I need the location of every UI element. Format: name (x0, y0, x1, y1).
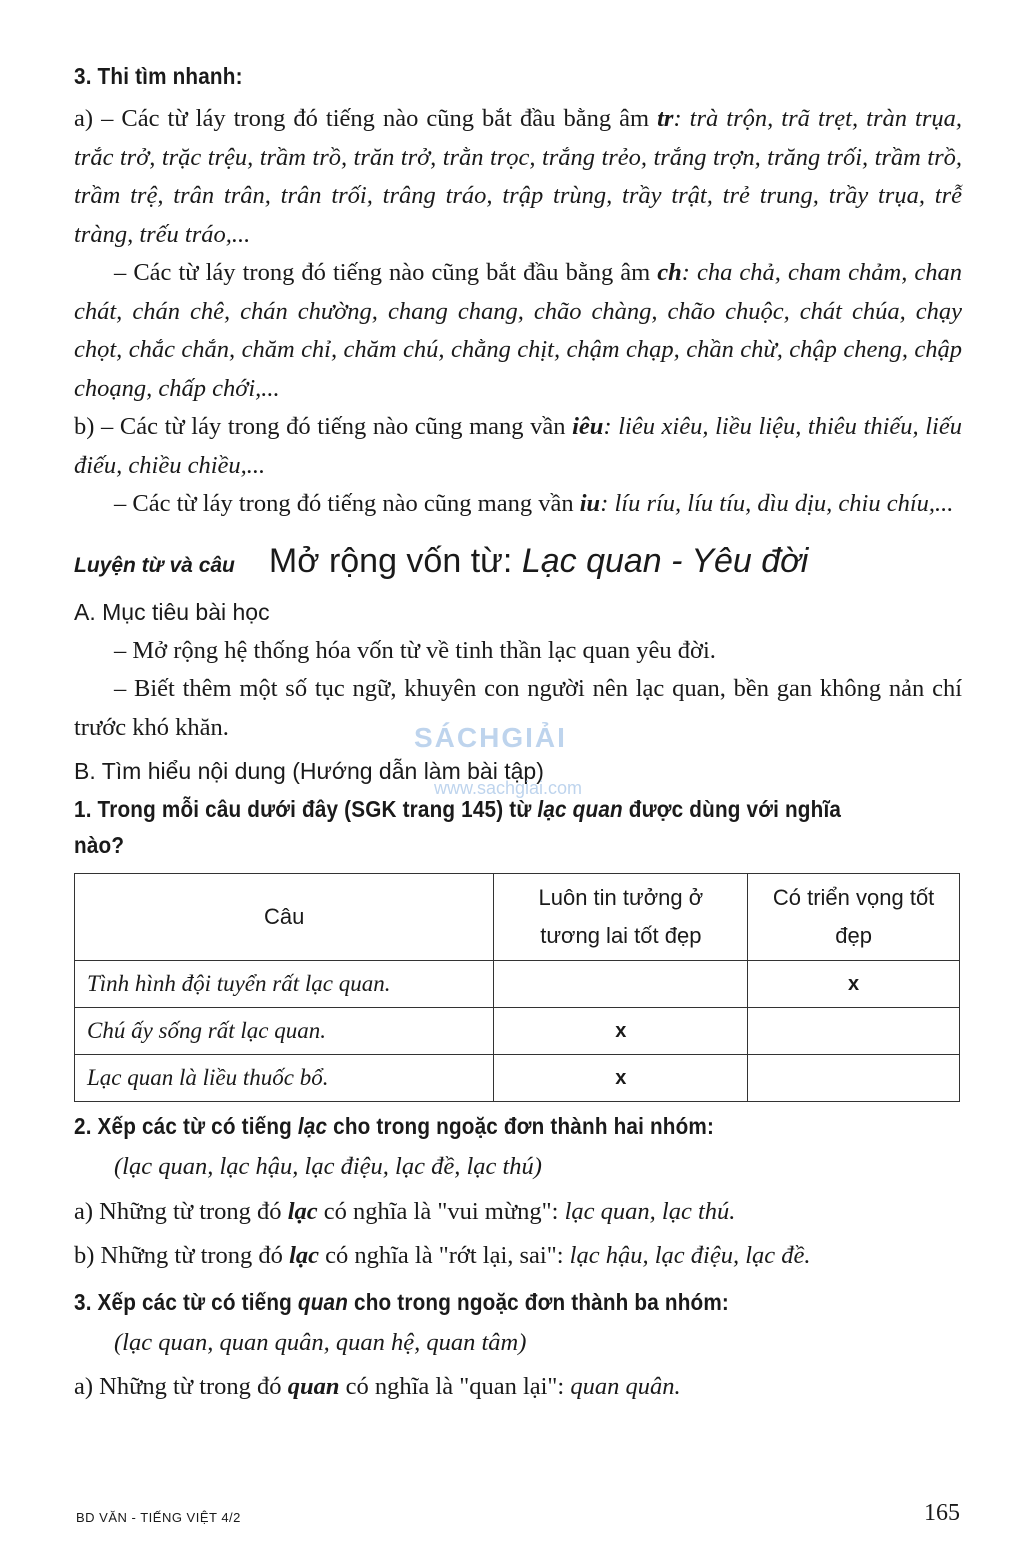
table-row (75, 961, 960, 1008)
heading-keyword: lạc (297, 1113, 328, 1139)
question-3-heading (74, 1284, 873, 1320)
goal-item: – Biết thêm một số tục ngữ, khuyên con người nên lạc quan, bền gan không nản chí trước khó khăn. (74, 675, 962, 741)
answer-text: có nghĩa là "vui mừng": (317, 1197, 565, 1225)
table-cell-mark (494, 961, 748, 1008)
word-list: : líu ríu, líu tíu, dìu dịu, chiu chíu,... (600, 490, 954, 517)
word-list-parenthetical: (lạc quan, lạc hậu, lạc điệu, lạc đề, lạc thú) (114, 1153, 542, 1180)
word-list: : liêu xiêu, liều liệu, thiêu thiếu, liếu điếu, chiều chiều,... (74, 413, 962, 479)
word-list: quan quân. (570, 1373, 681, 1400)
word-list: lạc quan, lạc thú. (564, 1197, 736, 1225)
paragraph-text: a) – Các từ láy trong đó tiếng nào cũng bắt đầu bằng âm (74, 105, 658, 132)
keyword: tr (657, 105, 674, 132)
keyword: ch (657, 259, 682, 286)
lesson-title-text (269, 542, 808, 581)
answer-text: a) Những từ trong đó (74, 1373, 288, 1400)
paragraph-b-iu (74, 485, 962, 524)
table-cell-mark (748, 1055, 960, 1102)
paragraph-a-tr (74, 100, 962, 254)
title-topic: Lạc quan - Yêu đời (521, 541, 809, 580)
answer-a (74, 1193, 962, 1232)
goal-item: – Mở rộng hệ thống hóa vốn từ về tinh thần lạc quan yêu đời. (114, 636, 716, 664)
keyword: quan (287, 1373, 340, 1400)
answer-text: có nghĩa là "rớt lại, sai": (319, 1242, 570, 1269)
answer-a (74, 1368, 962, 1407)
footer-book-title: BD VĂN - TIẾNG VIỆT 4/2 (76, 1510, 241, 1525)
paragraph-b-ieu (74, 408, 962, 485)
title-prefix: Mở rộng vốn từ: (268, 541, 522, 580)
word-list: : cha chả, cham chảm, chan chát, chán chê, chán chường, chang chang, chão chàng, chão chuộc, chát chúa, chạy chọt, chắc chắn, chăm chỉ, chăm chú, chằng chịt, chậm chạp, chần chừ, chập cheng, chập choạng, chấp chới,... (74, 259, 963, 402)
table-cell-mark (748, 1008, 960, 1055)
question-1-heading (74, 791, 873, 863)
paragraph-text: b) – Các từ láy trong đó tiếng nào cũng mang vần (74, 413, 573, 440)
answer-text: a) Những từ trong đó (74, 1197, 288, 1225)
heading-text: được dùng với nghĩa nào? (74, 796, 842, 858)
heading-keyword: quan (297, 1288, 349, 1315)
meaning-table (74, 873, 960, 1102)
lesson-title (74, 542, 962, 592)
section-heading: 3. Thi tìm nhanh: (74, 63, 243, 89)
lesson-category: Luyện từ và câu (74, 553, 235, 577)
keyword: lạc (287, 1197, 318, 1225)
answer-text: có nghĩa là "quan lại": (339, 1373, 571, 1400)
table-row (75, 1055, 960, 1102)
heading-text: 2. Xếp các từ có tiếng (74, 1113, 298, 1139)
content-heading: B. Tìm hiểu nội dung (Hướng dẫn làm bài tập) (74, 758, 544, 784)
keyword: iu (579, 490, 601, 517)
heading-text: cho trong ngoặc đơn thành hai nhóm: (327, 1113, 715, 1139)
table-cell-mark: x (494, 1008, 748, 1055)
paragraph-text: – Các từ láy trong đó tiếng nào cũng bắt đầu bằng âm (114, 259, 658, 286)
question-2-heading (74, 1108, 873, 1144)
table-cell-sentence: Chú ấy sống rất lạc quan. (75, 1008, 494, 1055)
word-list: : trà trộn, trã trẹt, tràn trụa, trắc trở, trặc trệu, trầm trồ, trăn trở, trằn trọc, trắng trẻo, trắng trợn, trăng trối, trầm trồ, trầm trệ, trân trân, trân trối, trâng tráo, trập trùng, trầy trật, trẻ trung, trầy trụa, trễ tràng, trếu tráo,... (74, 105, 962, 248)
word-list-parenthetical: (lạc quan, quan quân, quan hệ, quan tâm) (114, 1328, 527, 1356)
table-cell-mark: x (494, 1055, 748, 1102)
table-cell-mark: x (748, 961, 960, 1008)
goals-heading: A. Mục tiêu bài học (74, 598, 270, 625)
table-header: Câu (75, 874, 494, 961)
table-header: Luôn tin tưởng ở tương lai tốt đẹp (494, 874, 748, 961)
answer-text: b) Những từ trong đó (74, 1242, 290, 1269)
watermark-url: www.sachgiai.com (434, 778, 583, 798)
heading-text: 1. Trong mỗi câu dưới đây (SGK trang 145) từ (74, 796, 538, 822)
word-list: lạc hậu, lạc điệu, lạc đề. (569, 1242, 811, 1269)
table-header: Có triển vọng tốt đẹp (748, 874, 960, 961)
table-header-row (75, 874, 960, 961)
page-content (74, 58, 962, 1407)
page-number: 165 (924, 1500, 960, 1526)
table-cell-sentence: Lạc quan là liều thuốc bổ. (75, 1055, 494, 1102)
table-cell-sentence: Tình hình đội tuyển rất lạc quan. (75, 961, 494, 1008)
paragraph-text: – Các từ láy trong đó tiếng nào cũng mang vần (114, 490, 580, 517)
table-row (75, 1008, 960, 1055)
answer-b (74, 1237, 962, 1276)
heading-text: cho trong ngoặc đơn thành ba nhóm: (348, 1288, 730, 1315)
watermark-logo: SÁCHGIẢI (414, 722, 567, 753)
heading-text: 3. Xếp các từ có tiếng (74, 1288, 298, 1315)
heading-keyword: lạc quan (537, 796, 623, 822)
paragraph-a-ch (74, 254, 962, 408)
keyword: iêu (572, 413, 604, 440)
keyword: lạc (289, 1242, 319, 1269)
